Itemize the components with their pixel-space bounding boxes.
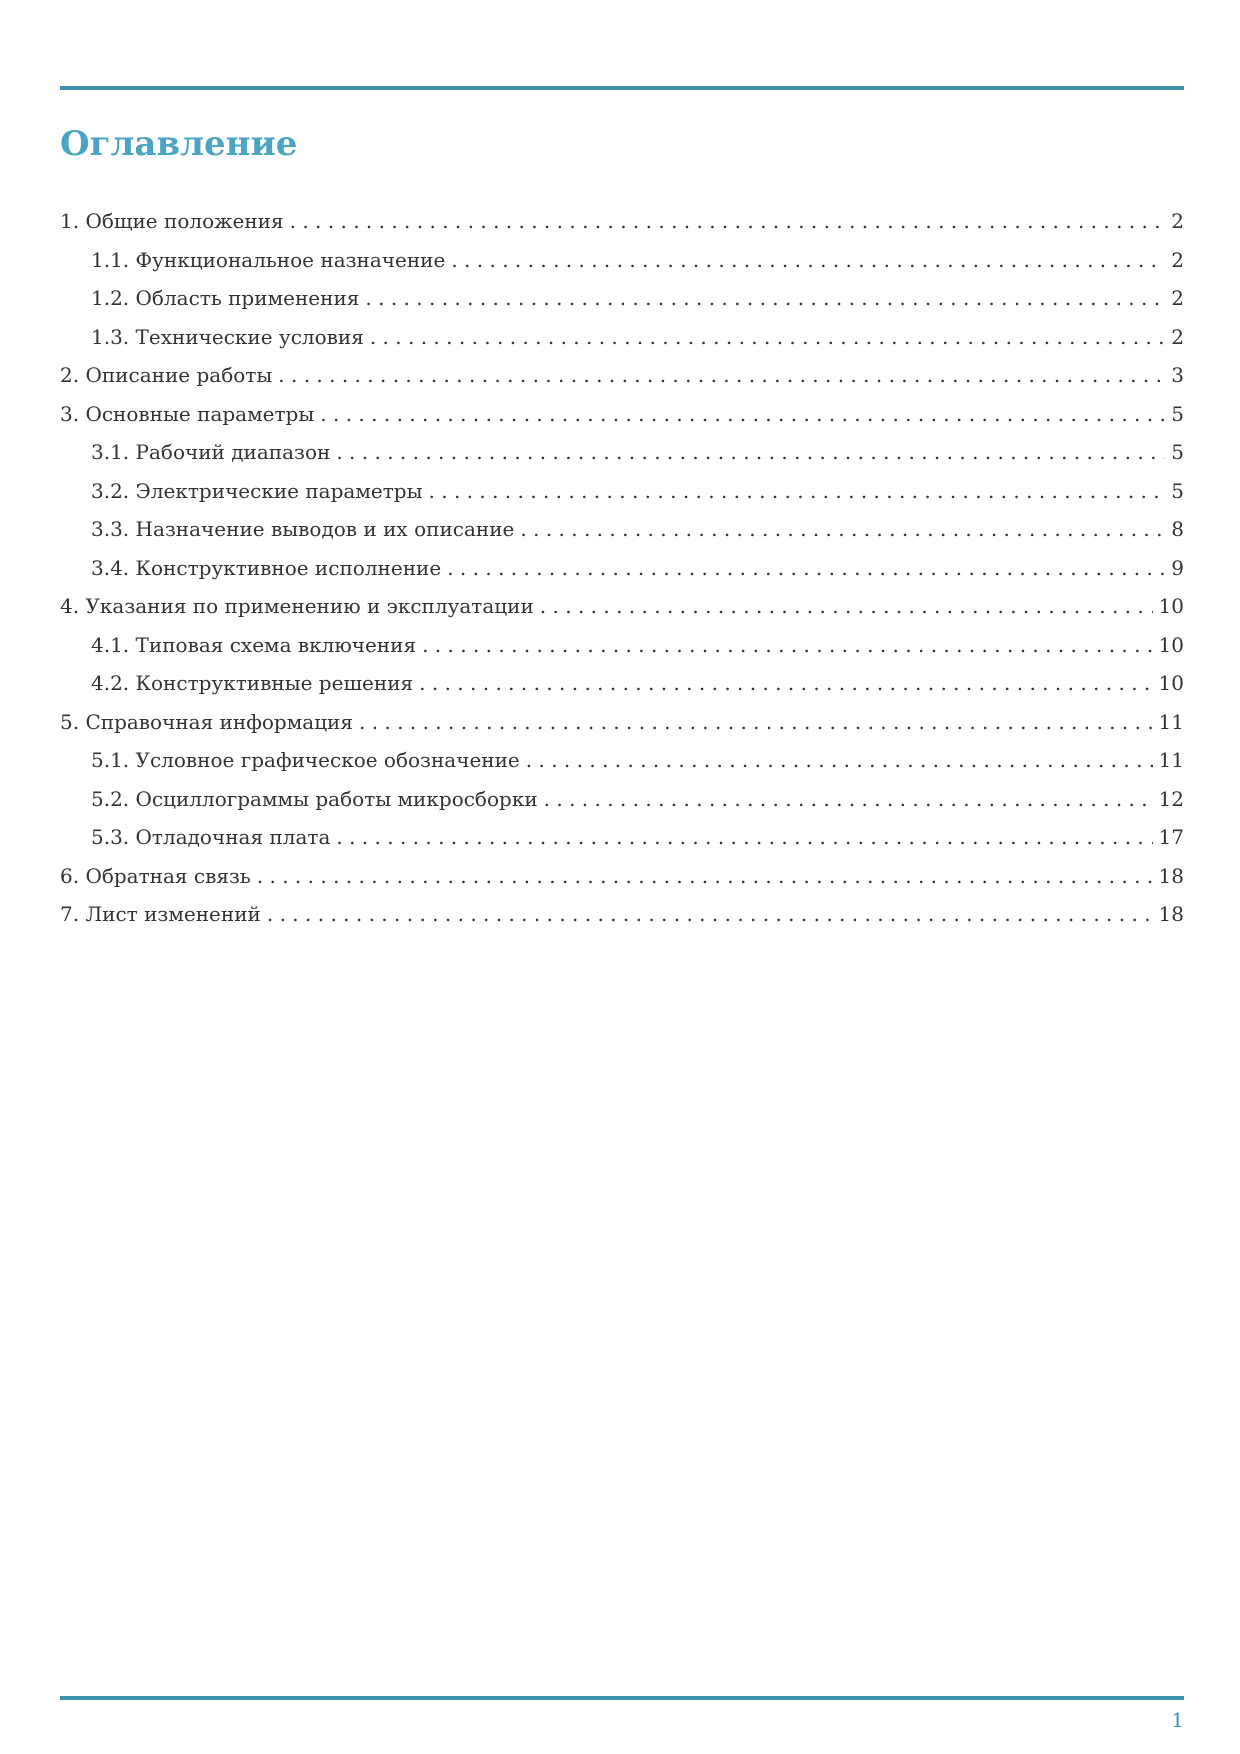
toc-entry[interactable] [60, 857, 1184, 896]
toc-entry[interactable] [60, 818, 1184, 857]
toc-dot-leader [290, 202, 1166, 241]
toc-entry[interactable] [60, 703, 1184, 742]
toc-entry-label: 6. Обратная связь [60, 863, 251, 888]
toc-entry[interactable] [60, 587, 1184, 626]
toc-entry-label: 7. Лист изменений [60, 902, 261, 926]
toc-entry-page: 10 [1158, 632, 1184, 657]
toc-dot-leader [257, 857, 1153, 896]
toc-entry-page: 10 [1158, 671, 1184, 695]
toc-entry-label: 5.2. Осциллограммы работы микросборки [91, 786, 538, 811]
toc-entry[interactable] [60, 202, 1184, 241]
toc-entry[interactable] [60, 510, 1184, 549]
toc-entry[interactable] [60, 241, 1184, 280]
header-rule [60, 86, 1184, 90]
toc-entry-page: 5 [1171, 401, 1184, 426]
toc-entry-label: 1.3. Технические условия [91, 324, 364, 349]
toc-dot-leader [336, 433, 1165, 472]
toc-entry[interactable] [60, 549, 1184, 588]
toc-dot-leader [544, 780, 1153, 819]
toc-dot-leader [365, 279, 1165, 318]
toc-entry[interactable] [60, 318, 1184, 357]
toc-entry-label: 4. Указания по применению и эксплуатации [60, 594, 534, 618]
toc-entry-page: 5 [1171, 478, 1184, 503]
toc-entry[interactable] [60, 356, 1184, 395]
toc-entry-label: 3.2. Электрические параметры [91, 478, 423, 503]
toc-entry-page: 8 [1171, 517, 1184, 541]
toc-entry-page: 18 [1158, 863, 1184, 888]
toc-entry[interactable] [60, 895, 1184, 934]
toc-entry[interactable] [60, 395, 1184, 434]
toc-entry-label: 4.1. Типовая схема включения [91, 632, 417, 657]
toc-entry-page: 5 [1171, 440, 1184, 464]
toc-dot-leader [336, 818, 1152, 857]
toc-dot-leader [520, 510, 1165, 549]
toc-entry-label: 3.1. Рабочий диапазон [91, 440, 331, 464]
toc-dot-leader [540, 587, 1153, 626]
toc-entry-label: 1. Общие положения [60, 209, 284, 233]
toc-entry-page: 3 [1171, 363, 1184, 387]
toc-dot-leader [320, 395, 1165, 434]
toc-entry[interactable] [60, 433, 1184, 472]
toc-dot-leader [526, 741, 1153, 780]
page-title: Оглавление [60, 124, 298, 164]
toc-dot-leader [447, 549, 1165, 588]
toc-dot-leader [359, 703, 1153, 742]
toc-entry-page: 2 [1171, 209, 1184, 233]
toc-entry[interactable] [60, 780, 1184, 819]
toc-entry-label: 5.1. Условное графическое обозначение [91, 748, 520, 772]
toc-dot-leader [370, 318, 1165, 357]
toc-entry-label: 3.3. Назначение выводов и их описание [91, 517, 515, 541]
table-of-contents [60, 202, 1184, 934]
toc-dot-leader [278, 356, 1165, 395]
toc-dot-leader [267, 895, 1153, 934]
toc-entry[interactable] [60, 472, 1184, 511]
toc-dot-leader [422, 626, 1152, 665]
footer-rule [60, 1696, 1184, 1700]
toc-entry-label: 1.2. Область применения [91, 286, 360, 310]
toc-dot-leader [451, 241, 1165, 280]
toc-entry-page: 2 [1171, 247, 1184, 272]
toc-entry[interactable] [60, 664, 1184, 703]
toc-entry-label: 3.4. Конструктивное исполнение [91, 555, 442, 580]
toc-entry-page: 17 [1158, 825, 1184, 849]
toc-entry[interactable] [60, 741, 1184, 780]
toc-entry-label: 1.1. Функциональное назначение [91, 247, 446, 272]
toc-entry[interactable] [60, 279, 1184, 318]
toc-entry-page: 2 [1171, 286, 1184, 310]
toc-entry-page: 11 [1158, 709, 1184, 734]
toc-entry-label: 4.2. Конструктивные решения [91, 671, 414, 695]
toc-entry-page: 11 [1158, 748, 1184, 772]
toc-entry-page: 2 [1171, 324, 1184, 349]
toc-entry-page: 12 [1158, 786, 1184, 811]
toc-dot-leader [429, 472, 1166, 511]
toc-dot-leader [419, 664, 1152, 703]
toc-entry[interactable] [60, 626, 1184, 665]
toc-entry-label: 5. Справочная информация [60, 709, 353, 734]
toc-entry-page: 9 [1171, 555, 1184, 580]
toc-entry-page: 18 [1158, 902, 1184, 926]
toc-entry-page: 10 [1158, 594, 1184, 618]
page-number: 1 [1171, 1708, 1184, 1732]
toc-entry-label: 5.3. Отладочная плата [91, 825, 331, 849]
toc-entry-label: 3. Основные параметры [60, 401, 315, 426]
toc-entry-label: 2. Описание работы [60, 363, 273, 387]
